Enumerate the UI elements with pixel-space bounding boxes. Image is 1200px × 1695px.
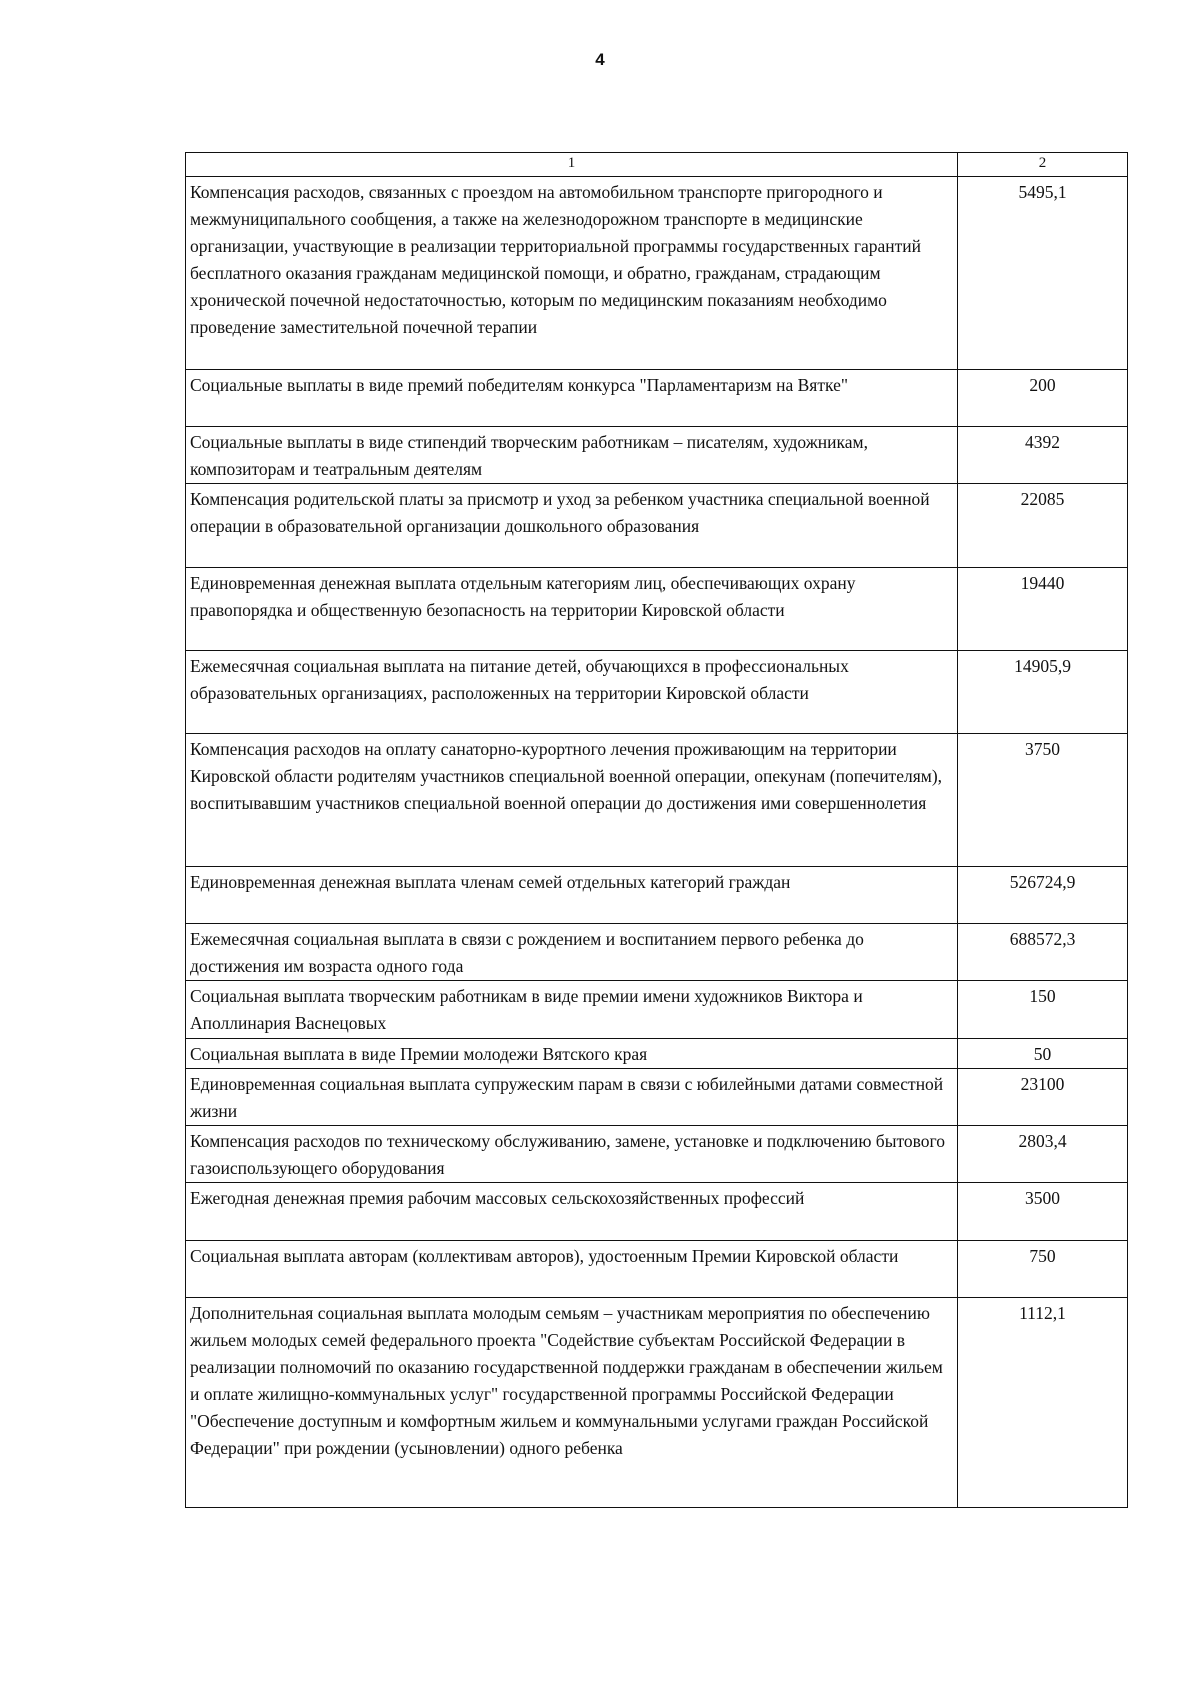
row-description: Дополнительная социальная выплата молодым семьям – участникам мероприятия по обеспечению жильем молодых семей федерального проекта "Содействие субъектам Российской Федерации в реализации полномочий по оказанию государственной поддержки гражданам в обеспечении жильем и оплате жилищно-коммунальных услуг" государственной программы Российской Федерации "Обеспечение доступным и комфортным жильем и коммунальными услугами граждан Российской Федерации" при рождении (усыновлении) одного ребенка xyxy=(186,1298,958,1508)
table-row xyxy=(186,1126,1128,1183)
row-description: Компенсация расходов по техническому обслуживанию, замене, установке и подключению бытового газоиспользующего оборудования xyxy=(186,1126,958,1183)
table-row xyxy=(186,924,1128,981)
table-row xyxy=(186,1039,1128,1069)
row-value: 2803,4 xyxy=(958,1126,1128,1183)
row-description: Ежемесячная социальная выплата на питание детей, обучающихся в профессиональных образовательных организациях, расположенных на территории Кировской области xyxy=(186,651,958,734)
table-row xyxy=(186,651,1128,734)
row-value: 688572,3 xyxy=(958,924,1128,981)
row-value: 750 xyxy=(958,1241,1128,1298)
table-header-row xyxy=(186,153,1128,177)
table-row xyxy=(186,734,1128,867)
row-value: 1112,1 xyxy=(958,1298,1128,1508)
table-row xyxy=(186,177,1128,370)
row-value: 4392 xyxy=(958,427,1128,484)
table-row xyxy=(186,1069,1128,1126)
row-value: 5495,1 xyxy=(958,177,1128,370)
row-value: 526724,9 xyxy=(958,867,1128,924)
table-row xyxy=(186,568,1128,651)
row-value: 19440 xyxy=(958,568,1128,651)
column-header-1: 1 xyxy=(186,153,958,177)
expenditure-table xyxy=(185,152,1128,1508)
row-description: Социальная выплата авторам (коллективам авторов), удостоенным Премии Кировской области xyxy=(186,1241,958,1298)
table-row xyxy=(186,1183,1128,1241)
table-row xyxy=(186,1298,1128,1508)
row-value: 200 xyxy=(958,370,1128,427)
row-value: 22085 xyxy=(958,484,1128,568)
table-row xyxy=(186,981,1128,1039)
table-row xyxy=(186,370,1128,427)
table-row xyxy=(186,867,1128,924)
row-description: Компенсация родительской платы за присмотр и уход за ребенком участника специальной военной операции в образовательной организации дошкольного образования xyxy=(186,484,958,568)
row-description: Социальные выплаты в виде стипендий творческим работникам – писателям, художникам, композиторам и театральным деятелям xyxy=(186,427,958,484)
row-description: Компенсация расходов на оплату санаторно-курортного лечения проживающим на территории Кировской области родителям участников специальной военной операции, опекунам (попечителям), воспитывавшим участников специальной военной операции до достижения ими совершеннолетия xyxy=(186,734,958,867)
row-description: Ежемесячная социальная выплата в связи с рождением и воспитанием первого ребенка до достижения им возраста одного года xyxy=(186,924,958,981)
row-description: Ежегодная денежная премия рабочим массовых сельскохозяйственных профессий xyxy=(186,1183,958,1241)
table-row xyxy=(186,427,1128,484)
row-value: 23100 xyxy=(958,1069,1128,1126)
row-value: 3750 xyxy=(958,734,1128,867)
table-row xyxy=(186,484,1128,568)
column-header-2: 2 xyxy=(958,153,1128,177)
row-description: Единовременная денежная выплата членам семей отдельных категорий граждан xyxy=(186,867,958,924)
row-value: 150 xyxy=(958,981,1128,1039)
row-description: Единовременная социальная выплата супружеским парам в связи с юбилейными датами совместной жизни xyxy=(186,1069,958,1126)
row-description: Компенсация расходов, связанных с проездом на автомобильном транспорте пригородного и межмуниципального сообщения, а также на железнодорожном транспорте в медицинские организации, участвующие в реализации территориальной программы государственных гарантий бесплатного оказания гражданам медицинской помощи, и обратно, гражданам, страдающим хронической почечной недостаточностью, которым по медицинским показаниям необходимо проведение заместительной почечной терапии xyxy=(186,177,958,370)
row-description: Социальная выплата творческим работникам в виде премии имени художников Виктора и Аполлинария Васнецовых xyxy=(186,981,958,1039)
row-description: Социальная выплата в виде Премии молодежи Вятского края xyxy=(186,1039,958,1069)
table-row xyxy=(186,1241,1128,1298)
row-description: Социальные выплаты в виде премий победителям конкурса "Парламентаризм на Вятке" xyxy=(186,370,958,427)
row-value: 14905,9 xyxy=(958,651,1128,734)
row-value: 50 xyxy=(958,1039,1128,1069)
page-number: 4 xyxy=(595,50,605,69)
row-value: 3500 xyxy=(958,1183,1128,1241)
row-description: Единовременная денежная выплата отдельным категориям лиц, обеспечивающих охрану правопорядка и общественную безопасность на территории Кировской области xyxy=(186,568,958,651)
